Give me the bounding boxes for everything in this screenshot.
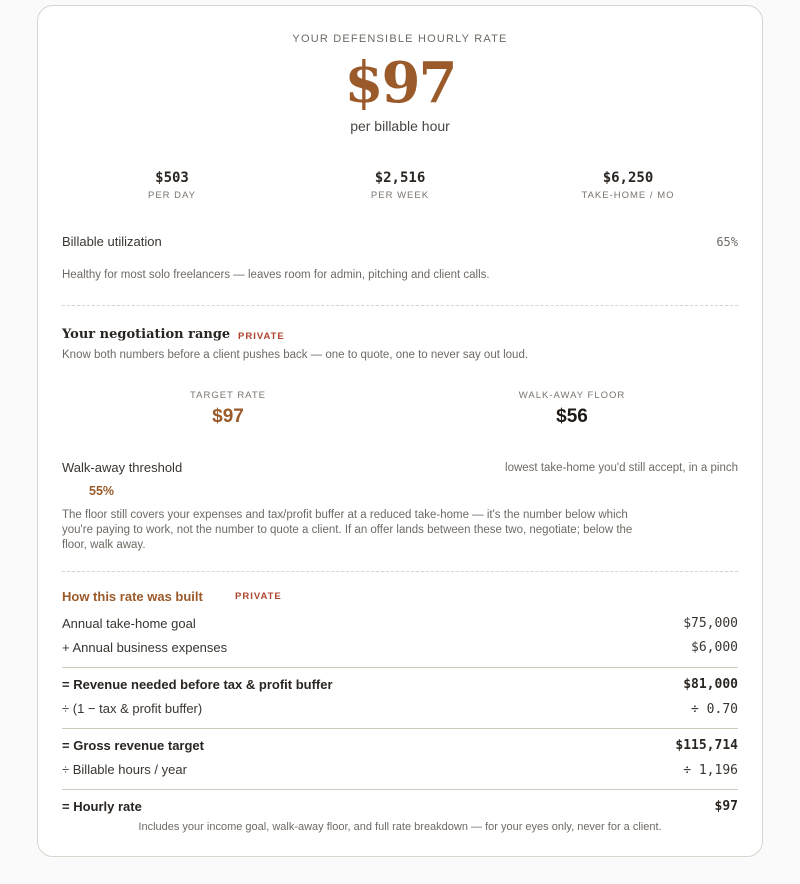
private-badge: PRIVATE xyxy=(235,591,282,602)
stat-label: PER WEEK xyxy=(370,190,430,201)
explanation-line: The floor still covers your expenses and tax/profit buffer at a reduced take-home — it's the number below which xyxy=(62,509,628,521)
breakdown-row-value: ÷ 1,196 xyxy=(683,763,738,778)
utilization-note: Healthy for most solo freelancers — leaves room for admin, pitching and client calls. xyxy=(62,269,490,281)
breakdown-row-value: $6,000 xyxy=(691,640,738,655)
hourly-rate-unit: per billable hour xyxy=(350,118,450,134)
breakdown-row-label: Annual take-home goal xyxy=(62,616,196,631)
private-badge: PRIVATE xyxy=(238,331,285,342)
stat-per-week xyxy=(300,170,500,201)
walk-away-floor-value: $56 xyxy=(556,406,588,427)
rate-eyebrow: YOUR DEFENSIBLE HOURLY RATE xyxy=(292,33,508,45)
breakdown-row-value: ÷ 0.70 xyxy=(691,702,738,717)
stat-value: $6,250 xyxy=(602,170,654,186)
stat-label: PER DAY xyxy=(147,190,196,201)
subtotal-rule xyxy=(62,667,738,668)
target-rate-block xyxy=(128,390,328,428)
subtotal-rule xyxy=(62,728,738,729)
utilization-label: Billable utilization xyxy=(62,234,162,249)
threshold-hint: lowest take-home you'd still accept, in a pinch xyxy=(505,462,738,474)
target-rate-label: TARGET RATE xyxy=(190,390,266,401)
negotiation-subtitle: Know both numbers before a client pushes back — one to quote, one to never say out loud. xyxy=(62,349,529,361)
section-divider xyxy=(62,571,738,572)
breakdown-row-value: $115,714 xyxy=(675,738,738,753)
threshold-value: 55% xyxy=(89,484,115,498)
utilization-value: 65% xyxy=(716,235,738,249)
stat-value: $503 xyxy=(155,170,189,186)
total-rule xyxy=(62,789,738,790)
target-rate-value: $97 xyxy=(212,406,244,427)
breakdown-row-label: ÷ Billable hours / year xyxy=(62,762,187,777)
threshold-label: Walk-away threshold xyxy=(62,460,183,475)
stat-take-home-month xyxy=(528,170,728,201)
rate-summary-card xyxy=(37,5,763,857)
breakdown-row-value: $75,000 xyxy=(683,616,738,631)
breakdown-row-label: = Hourly rate xyxy=(62,799,142,814)
breakdown-row-label: ÷ (1 − tax & profit buffer) xyxy=(62,701,203,716)
section-divider xyxy=(62,305,738,306)
stat-per-day xyxy=(72,170,272,201)
explanation-line: you're paying to work, not the number to quote a client. If an offer lands between these two, negotiate; below the xyxy=(62,524,633,536)
breakdown-row-label: + Annual business expenses xyxy=(62,640,228,655)
walk-away-floor-label: WALK-AWAY FLOOR xyxy=(518,390,626,401)
breakdown-title: How this rate was built xyxy=(62,589,203,604)
hourly-rate-value: $97 xyxy=(344,50,456,116)
negotiation-explanation xyxy=(62,508,742,553)
breakdown-row-label: = Gross revenue target xyxy=(62,738,204,753)
breakdown-footnote: Includes your income goal, walk-away floor, and full rate breakdown — for your eyes only, never for a client. xyxy=(138,821,662,833)
breakdown-row-value: $81,000 xyxy=(683,677,738,692)
walk-away-floor-block xyxy=(472,390,672,428)
explanation-line: floor, walk away. xyxy=(62,539,146,551)
stat-value: $2,516 xyxy=(374,170,426,186)
stat-label: TAKE-HOME / MO xyxy=(581,190,675,201)
breakdown-row-label: = Revenue needed before tax & profit buffer xyxy=(62,677,333,692)
breakdown-row-value: $97 xyxy=(714,799,738,814)
negotiation-title: Your negotiation range xyxy=(62,327,231,342)
